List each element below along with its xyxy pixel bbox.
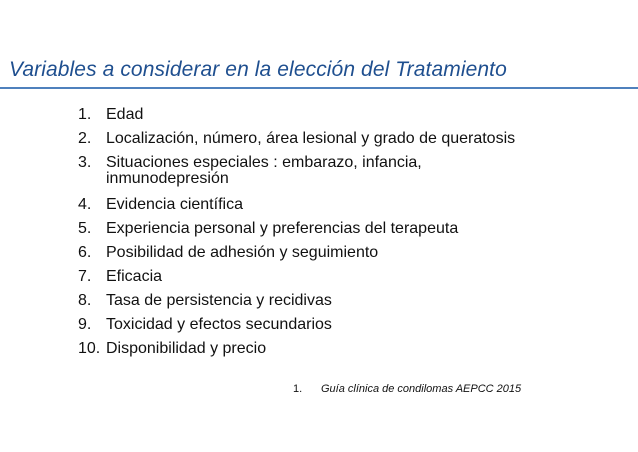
list-item-number: 7. <box>78 268 92 285</box>
list-item <box>78 269 526 285</box>
list-item-text: Disponibilidad y precio <box>106 340 267 357</box>
variables-list <box>78 107 526 365</box>
list-item-number: 5. <box>78 220 92 237</box>
list-item-number: 6. <box>78 244 92 261</box>
list-item-number: 1. <box>78 106 92 123</box>
list-item-text: Evidencia científica <box>106 196 243 213</box>
slide-title: Variables a considerar en la elección del Tratamiento <box>9 58 507 81</box>
list-item-text: Edad <box>106 106 144 123</box>
footnote-number: 1. <box>293 383 303 395</box>
list-item <box>78 293 526 309</box>
list-item-number: 2. <box>78 130 92 147</box>
list-item-text: Localización, número, área lesional y grado de queratosis <box>106 130 516 147</box>
list-item <box>78 245 526 261</box>
footnote-text: Guía clínica de condilomas AEPCC 2015 <box>321 383 522 395</box>
list-item <box>78 221 526 237</box>
list-item <box>78 131 526 147</box>
list-item <box>78 155 526 187</box>
list-item-number: 10. <box>78 340 101 357</box>
list-item <box>78 107 526 123</box>
list-item-text: Situaciones especiales : embarazo, infancia, inmunodepresión <box>106 154 422 187</box>
list-item <box>78 197 526 213</box>
list-item <box>78 317 526 333</box>
footnote <box>293 383 521 395</box>
list-item <box>78 341 526 357</box>
list-item-text: Posibilidad de adhesión y seguimiento <box>106 244 379 261</box>
title-divider <box>0 87 638 89</box>
list-item-number: 9. <box>78 316 92 333</box>
list-item-text: Experiencia personal y preferencias del terapeuta <box>106 220 459 237</box>
list-item-number: 8. <box>78 292 92 309</box>
list-item-number: 4. <box>78 196 92 213</box>
list-item-text: Eficacia <box>106 268 163 285</box>
list-item-text: Tasa de persistencia y recidivas <box>106 292 332 309</box>
list-item-text: Toxicidad y efectos secundarios <box>106 316 332 333</box>
list-item-number: 3. <box>78 154 92 171</box>
